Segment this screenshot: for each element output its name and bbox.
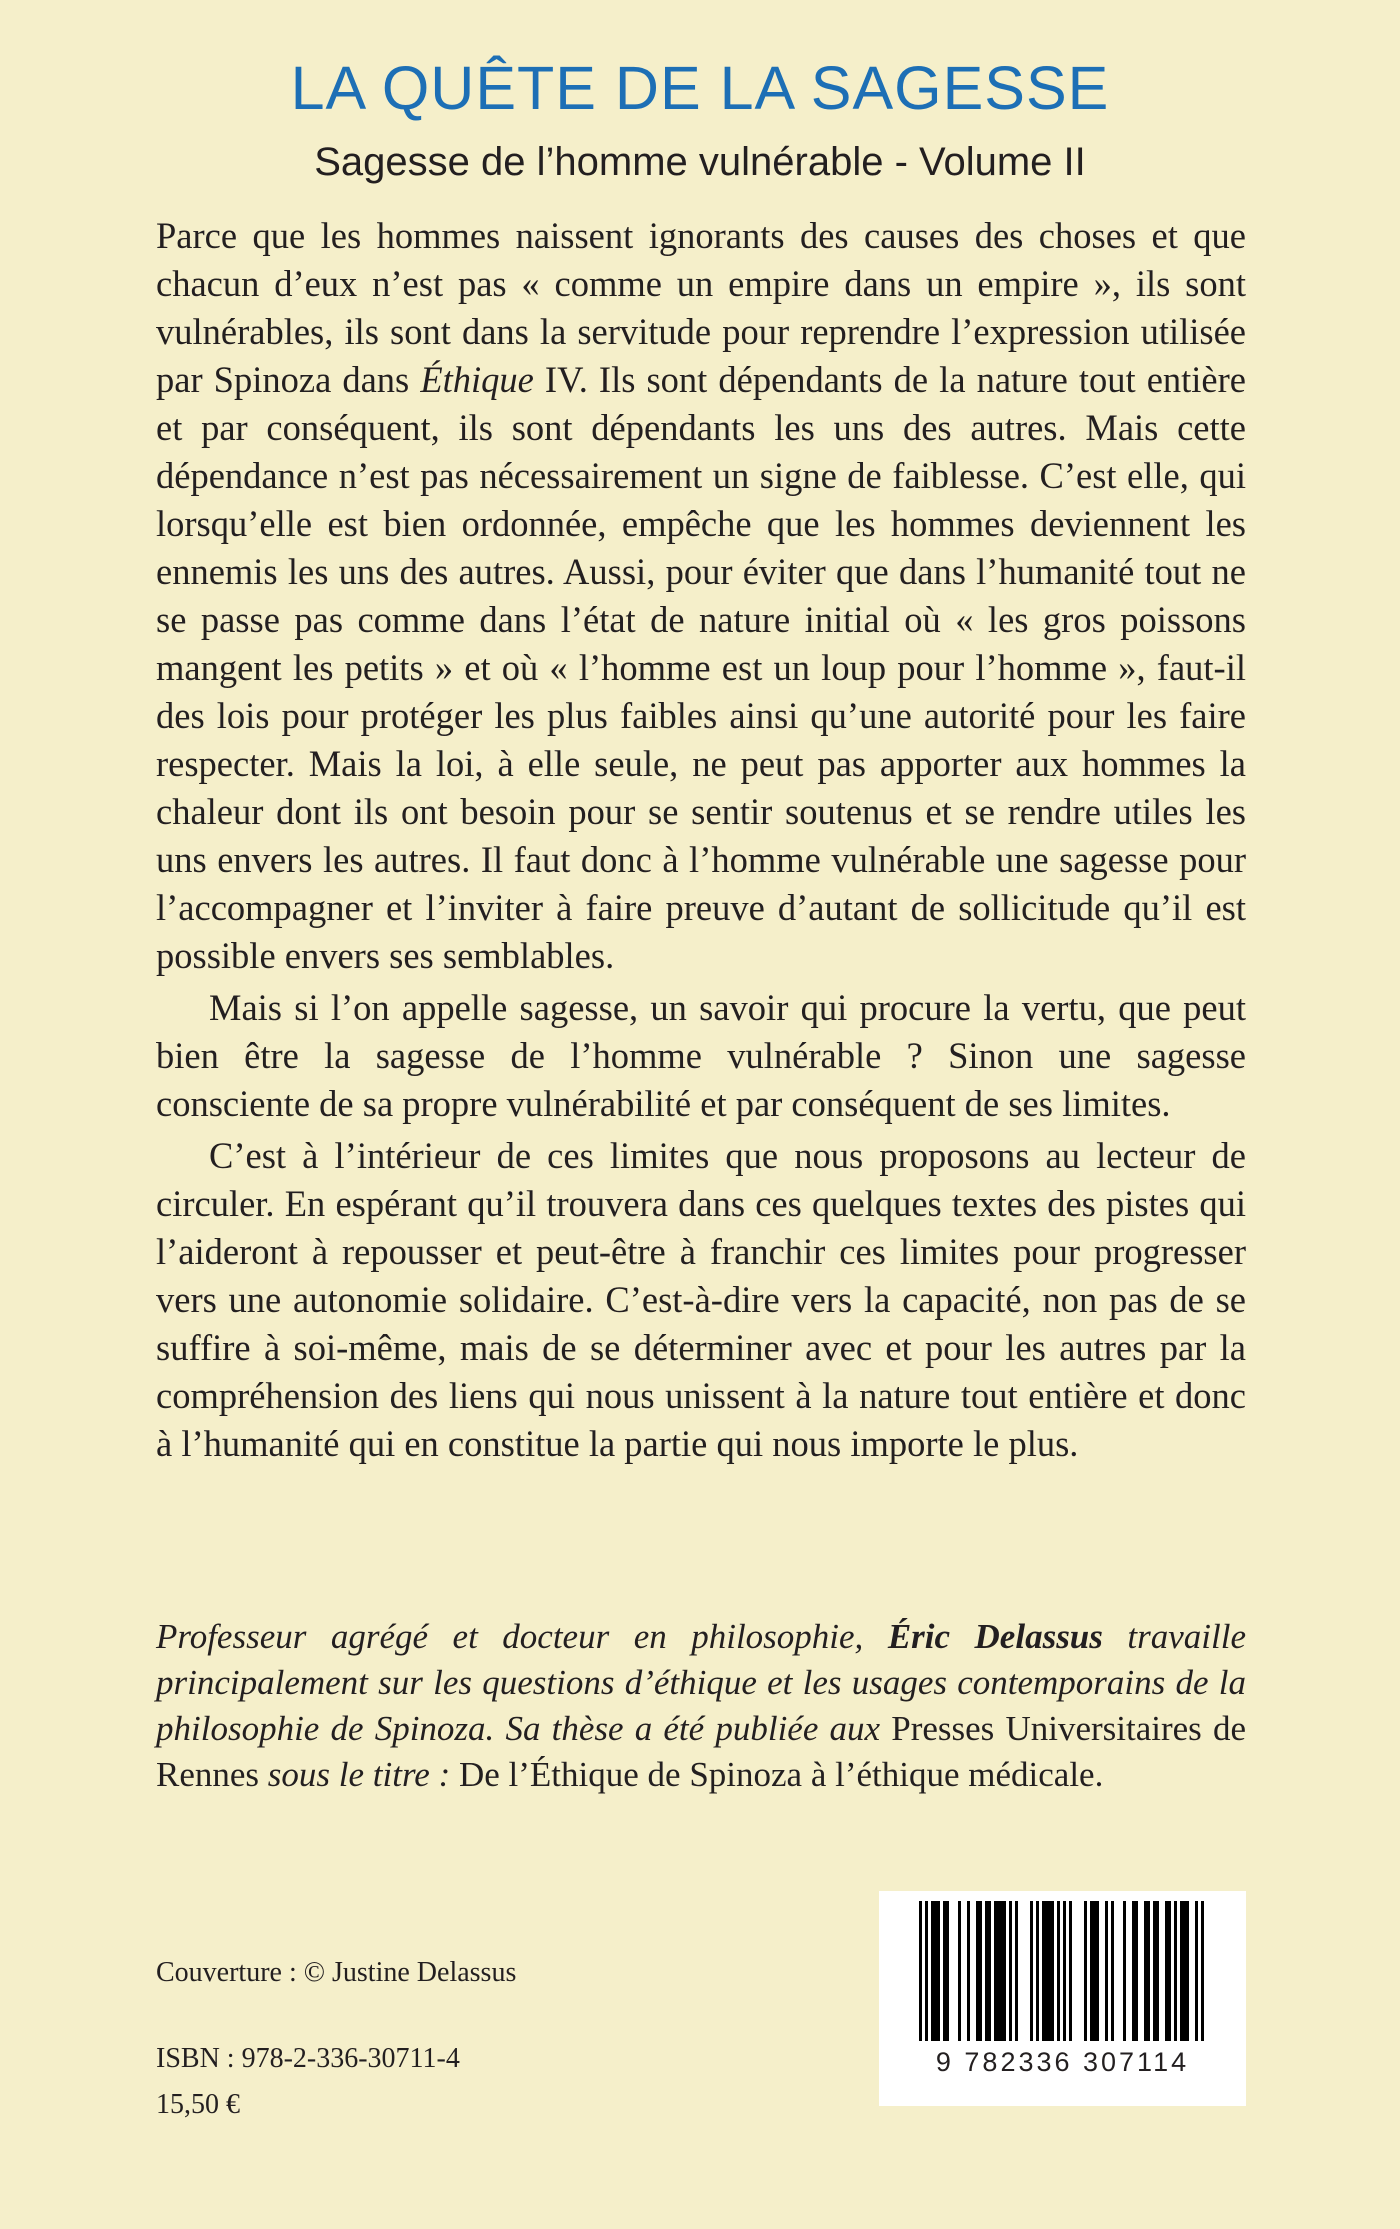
blurb-p1-work-title: Éthique	[420, 359, 534, 400]
barcode-bar	[1147, 1901, 1150, 2041]
author-bio	[156, 1614, 1246, 1798]
barcode-bar	[1051, 1901, 1054, 2041]
barcode-bar	[994, 1901, 997, 2041]
barcode-bar	[1123, 1901, 1126, 2041]
barcode-bar	[1063, 1901, 1066, 2041]
barcode-bar	[1000, 1901, 1003, 2041]
bio-publisher: Presses Universitaires de Rennes	[156, 1709, 1247, 1794]
barcode-bar	[1186, 1901, 1189, 2041]
isbn-line: ISBN : 978-2-336-30711-4	[156, 2043, 460, 2074]
barcode-bar	[1174, 1901, 1177, 2041]
barcode-bar	[1090, 1901, 1093, 2041]
barcode-bar	[988, 1901, 991, 2041]
barcode-bar	[958, 1901, 961, 2041]
barcode-bar	[1105, 1901, 1108, 2041]
blurb-p1-text-a: Parce que les hommes naissent ignorants des causes des choses et que chacun d’eux n’est pas « comme un empire dans un empire », ils sont vulnérables, ils sont dans la servitude pour reprendre l’expression utilisée par Spinoza dans	[156, 215, 1246, 400]
barcode-bar	[1195, 1901, 1198, 2041]
barcode-bar	[1045, 1901, 1048, 2041]
blurb-paragraph-1	[156, 212, 1246, 980]
blurb-paragraph-3: C’est à l’intérieur de ces limites que nous proposons au lecteur de circuler. En espérant qu’il trouvera dans ces quelques textes des pistes qui l’aideront à repousser et peut-être à franchir ces limites pour progresser vers une autonomie solidaire. C’est-à-dire vers la capacité, non pas de se suffire à soi-même, mais de se déterminer avec et pour les autres par la compréhension des liens qui nous unissent à la nature tout entière et donc à l’humanité qui en constitue la partie qui nous importe le plus.	[156, 1135, 1246, 1464]
barcode-bar	[979, 1901, 982, 2041]
barcode-bar	[1153, 1901, 1156, 2041]
barcode-bar	[925, 1901, 928, 2041]
barcode-bar	[1132, 1901, 1135, 2041]
barcode-bar	[1156, 1901, 1159, 2041]
barcode-bar	[1135, 1901, 1138, 2041]
book-title: LA QUÊTE DE LA SAGESSE	[290, 54, 1110, 122]
bio-author-name: Éric Delassus	[887, 1617, 1103, 1656]
bio-thesis-title: De l’Éthique de Spinoza à l’éthique médicale.	[458, 1755, 1104, 1794]
barcode-bar	[1030, 1901, 1033, 2041]
barcode-bar	[1168, 1901, 1171, 2041]
barcode-bar	[1069, 1901, 1072, 2041]
barcode-bar	[967, 1901, 970, 2041]
barcode-bar	[1183, 1901, 1186, 2041]
barcode-bar	[997, 1901, 1000, 2041]
back-cover-blurb	[156, 212, 1246, 1468]
barcode-bar	[976, 1901, 979, 2041]
barcode-bar	[1036, 1901, 1039, 2041]
barcode-bar	[1093, 1901, 1096, 2041]
barcode-bar	[937, 1901, 940, 2041]
barcode-bar	[1015, 1901, 1018, 2041]
bio-text-b: travaille principalement sur les questions d’éthique et les usages contemporains de la philosophie de Spinoza. Sa thèse a été publiée aux	[156, 1617, 1246, 1748]
barcode-bar	[943, 1901, 946, 2041]
barcode-bar	[1144, 1901, 1147, 2041]
barcode-bar	[1180, 1901, 1183, 2041]
blurb-paragraph-2: Mais si l’on appelle sagesse, un savoir qui procure la vertu, que peut bien être la sagesse de l’homme vulnérable ? Sinon une sagesse consciente de sa propre vulnérabilité et par conséquent de ses limites.	[156, 987, 1246, 1124]
bio-text-a: Professeur agrégé et docteur en philosophie,	[156, 1617, 888, 1656]
barcode-bar	[1201, 1901, 1204, 2041]
barcode-bar	[1042, 1901, 1045, 2041]
barcode-bar	[1048, 1901, 1051, 2041]
barcode-bar	[934, 1901, 937, 2041]
book-subtitle: Sagesse de l’homme vulnérable - Volume II	[314, 140, 1086, 184]
barcode-bar	[946, 1901, 949, 2041]
barcode-bar	[1057, 1901, 1060, 2041]
barcode-bar	[1165, 1901, 1168, 2041]
barcode-bar	[1003, 1901, 1006, 2041]
barcode-bar	[1096, 1901, 1099, 2041]
price: 15,50 €	[156, 2089, 240, 2120]
barcode	[879, 1891, 1246, 2106]
barcode-bar	[931, 1901, 934, 2041]
barcode-bar	[985, 1901, 988, 2041]
barcode-bars	[879, 1891, 1246, 2051]
bio-text-c: sous le titre :	[259, 1755, 459, 1794]
barcode-bar	[1084, 1901, 1087, 2041]
barcode-bar	[1111, 1901, 1114, 2041]
barcode-bar	[1009, 1901, 1012, 2041]
barcode-digits: 9 782336 307114	[935, 2047, 1190, 2077]
cover-credit: Couverture : © Justine Delassus	[156, 1957, 517, 1988]
blurb-p1-text-b: IV. Ils sont dépendants de la nature tout entière et par conséquent, ils sont dépendants les uns des autres. Mais cette dépendance n’est pas nécessairement un signe de faiblesse. C’est elle, qui lorsqu’elle est bien ordonnée, empêche que les hommes deviennent les ennemis les uns des autres. Aussi, pour éviter que dans l’humanité tout ne se passe pas comme dans l’état de nature initial où « les gros poissons mangent les petits » et où « l’homme est un loup pour l’homme », faut-il des lois pour protéger les plus faibles ainsi qu’une autorité pour les faire respecter. Mais la loi, à elle seule, ne peut pas apporter aux hommes la chaleur dont ils ont besoin pour se sentir soutenus et se rendre utiles les uns envers les autres. Il faut donc à l’homme vulnérable une sagesse pour l’accompagner et l’inviter à faire preuve d’autant de sollicitude qu’il est possible envers ses semblables.	[156, 359, 1246, 976]
barcode-bar	[919, 1901, 922, 2041]
